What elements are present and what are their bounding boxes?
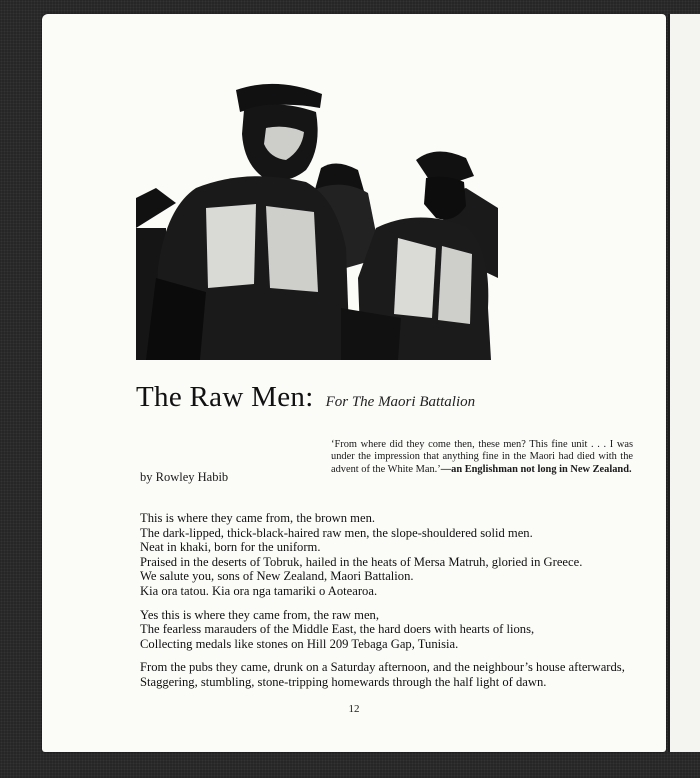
poem-line: The fearless marauders of the Middle East, the hard doers with hearts of lions, [140,622,535,637]
epigraph [331,439,633,476]
next-page-edge [668,14,700,752]
magazine-page [42,14,666,752]
poem-line: We salute you, sons of New Zealand, Maori Battalion. [140,569,414,584]
title-block [136,381,475,414]
soldiers-photo [136,78,498,360]
epigraph-source: —an Englishman not long in New Zealand. [440,463,632,475]
poem-line: From the pubs they came, drunk on a Saturday afternoon, and the neighbour’s house afterwards, [140,660,625,675]
poem-line: Praised in the deserts of Tobruk, hailed in the heats of Mersa Matruh, gloried in Greece. [140,554,583,569]
poem-line: Staggering, stumbling, stone-tripping homewards through the half light of dawn. [140,674,547,689]
poem-line: Yes this is where they came from, the raw men, [140,607,379,622]
poem-line: This is where they came from, the brown men. [140,511,376,525]
page-number: 12 [348,703,360,715]
article-subtitle: For The Maori Battalion [325,394,476,410]
poem-line: Neat in khaki, born for the uniform. [140,540,321,555]
poem-line: Kia ora tatou. Kia ora nga tamariki o Aotearoa. [140,583,378,598]
epigraph-quote: ‘From where did they come then, these men? This fine unit . . . I was under the impression that anything fine in the Maori had died with the advent of the White Man.’ [331,439,633,475]
article-title: The Raw Men: [136,381,314,413]
poem-line: The dark-lipped, thick-black-haired raw men, the slope-shouldered solid men. [140,525,533,540]
byline: by Rowley Habib [140,470,229,484]
poem-body [140,511,640,690]
poem-line: Collecting medals like stones on Hill 209 Tebaga Gap, Tunisia. [140,636,459,651]
